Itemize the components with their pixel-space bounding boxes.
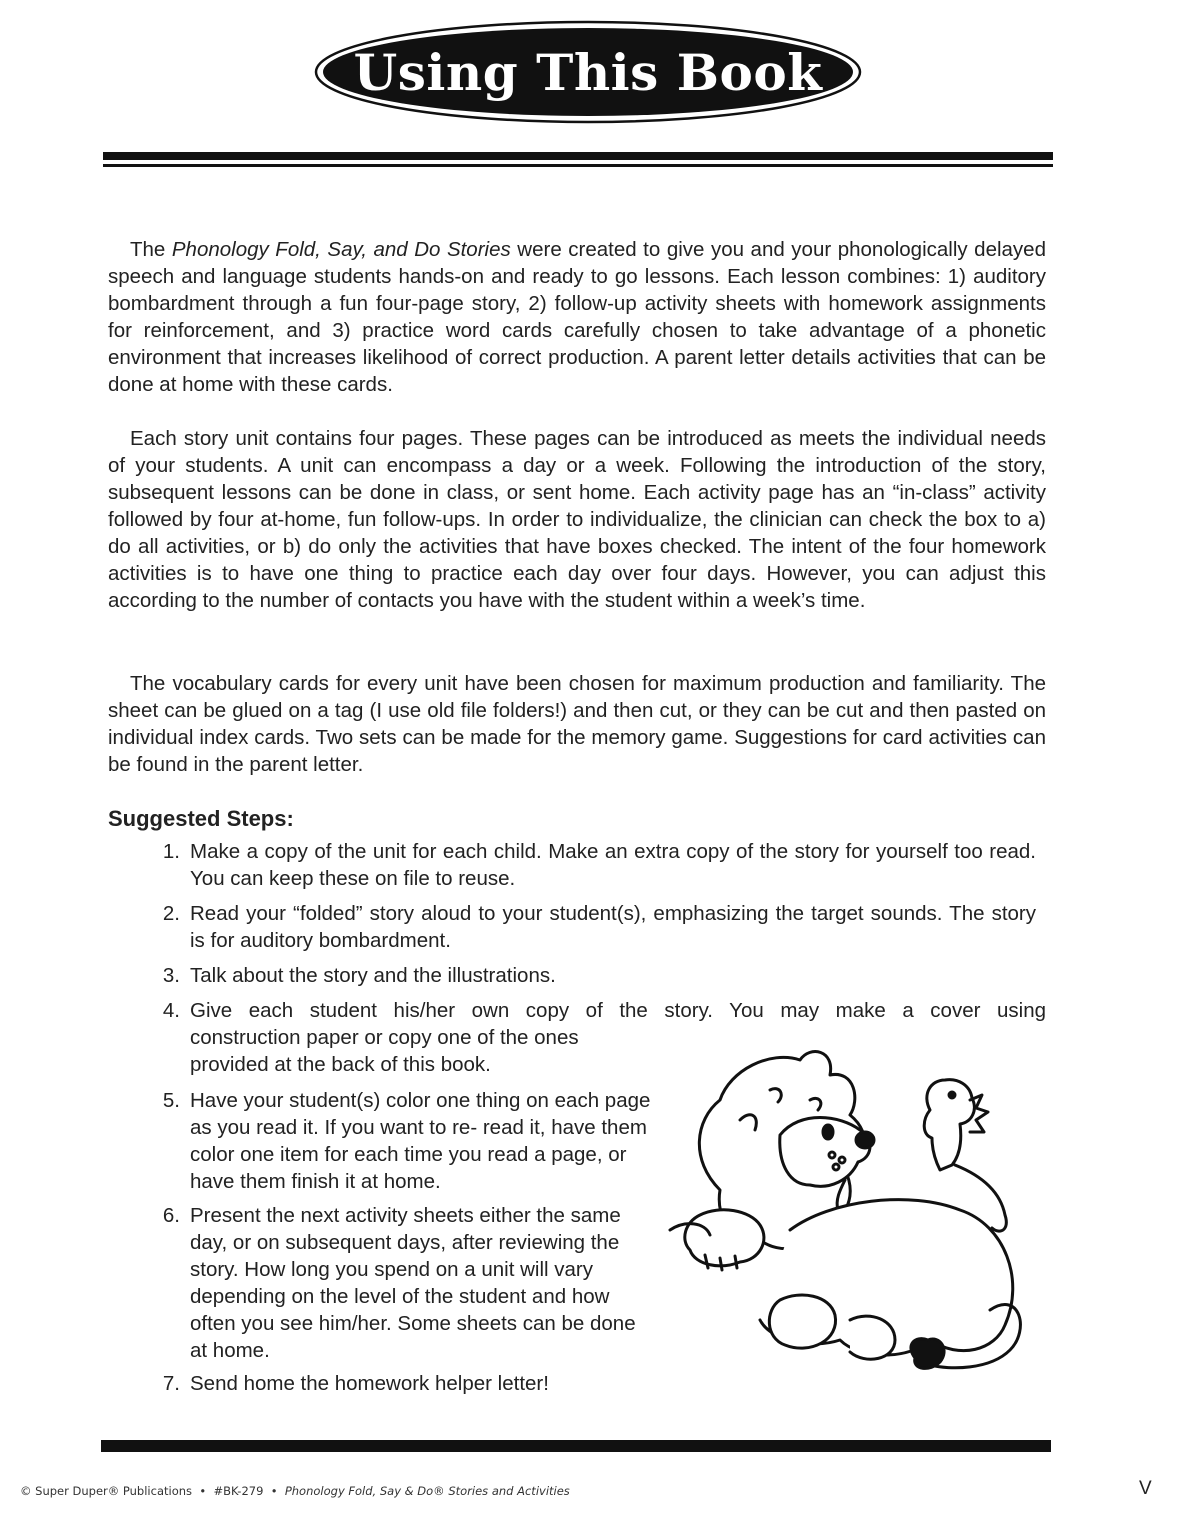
bottom-rule — [101, 1440, 1051, 1452]
step-item: 4. Give each student his/her own copy of the story. You may make a cover using construction paper or copy one of the ones provided at the back of this book. — [162, 999, 1046, 1076]
top-rule-thick — [103, 152, 1053, 160]
top-rule-thin — [103, 164, 1053, 167]
footer-publisher: © Super Duper® Publications — [20, 1484, 193, 1498]
page-title: Using This Book — [353, 42, 823, 102]
title-banner — [312, 18, 864, 126]
vocabulary-paragraph: The vocabulary cards for every unit have been chosen for maximum production and familiarity. The sheet can be glued on a tag (I use old file folders!) and then cut, or they can be cut and then pasted on individual index cards. Two sets can be made for the memory game. Suggestions for card activities can be found in the parent letter. — [108, 672, 1046, 776]
footer-code: #BK-279 — [213, 1484, 264, 1498]
lion-illustration — [660, 1040, 1040, 1380]
footer: © Super Duper® Publications • #BK-279 • Phonology Fold, Say & Do® Stories and Activities — [20, 1484, 570, 1498]
book-title-italic: Phonology Fold, Say, and Do Stories — [171, 238, 511, 261]
page-number: V — [1139, 1478, 1152, 1499]
story-unit-paragraph: Each story unit contains four pages. These pages can be introduced as meets the individual needs of your students. A unit can encompass a day or a week. Following the introduction of the story, subsequent lessons can be done in class, or sent home. Each activity page has an “in-class” activity followed by four at-home, fun follow-ups. In order to individualize, the clinician can check the box to a) do all activities, or b) do only the activities that have boxes checked. The intent of the four homework activities is to have one thing to practice each day over four days. However, you can adjust this according to the number of contacts you have with the student within a week’s time. — [108, 427, 1046, 612]
steps-heading: Suggested Steps: — [108, 806, 294, 831]
footer-book-title: Phonology Fold, Say & Do® Stories and Activities — [284, 1484, 570, 1498]
intro-paragraph: The Phonology Fold, Say, and Do Stories were created to give you and your phonologically delayed speech and language students hands-on and ready to go lessons. Each lesson combines: 1) auditory bombardment through a fun four-page story, 2) follow-up activity sheets with homework assignments for reinforcement, and 3) practice word cards carefully chosen to take advantage of a phonetic environment that increases likelihood of correct production. A parent letter details activities that can be done at home with these cards. — [108, 238, 1046, 396]
